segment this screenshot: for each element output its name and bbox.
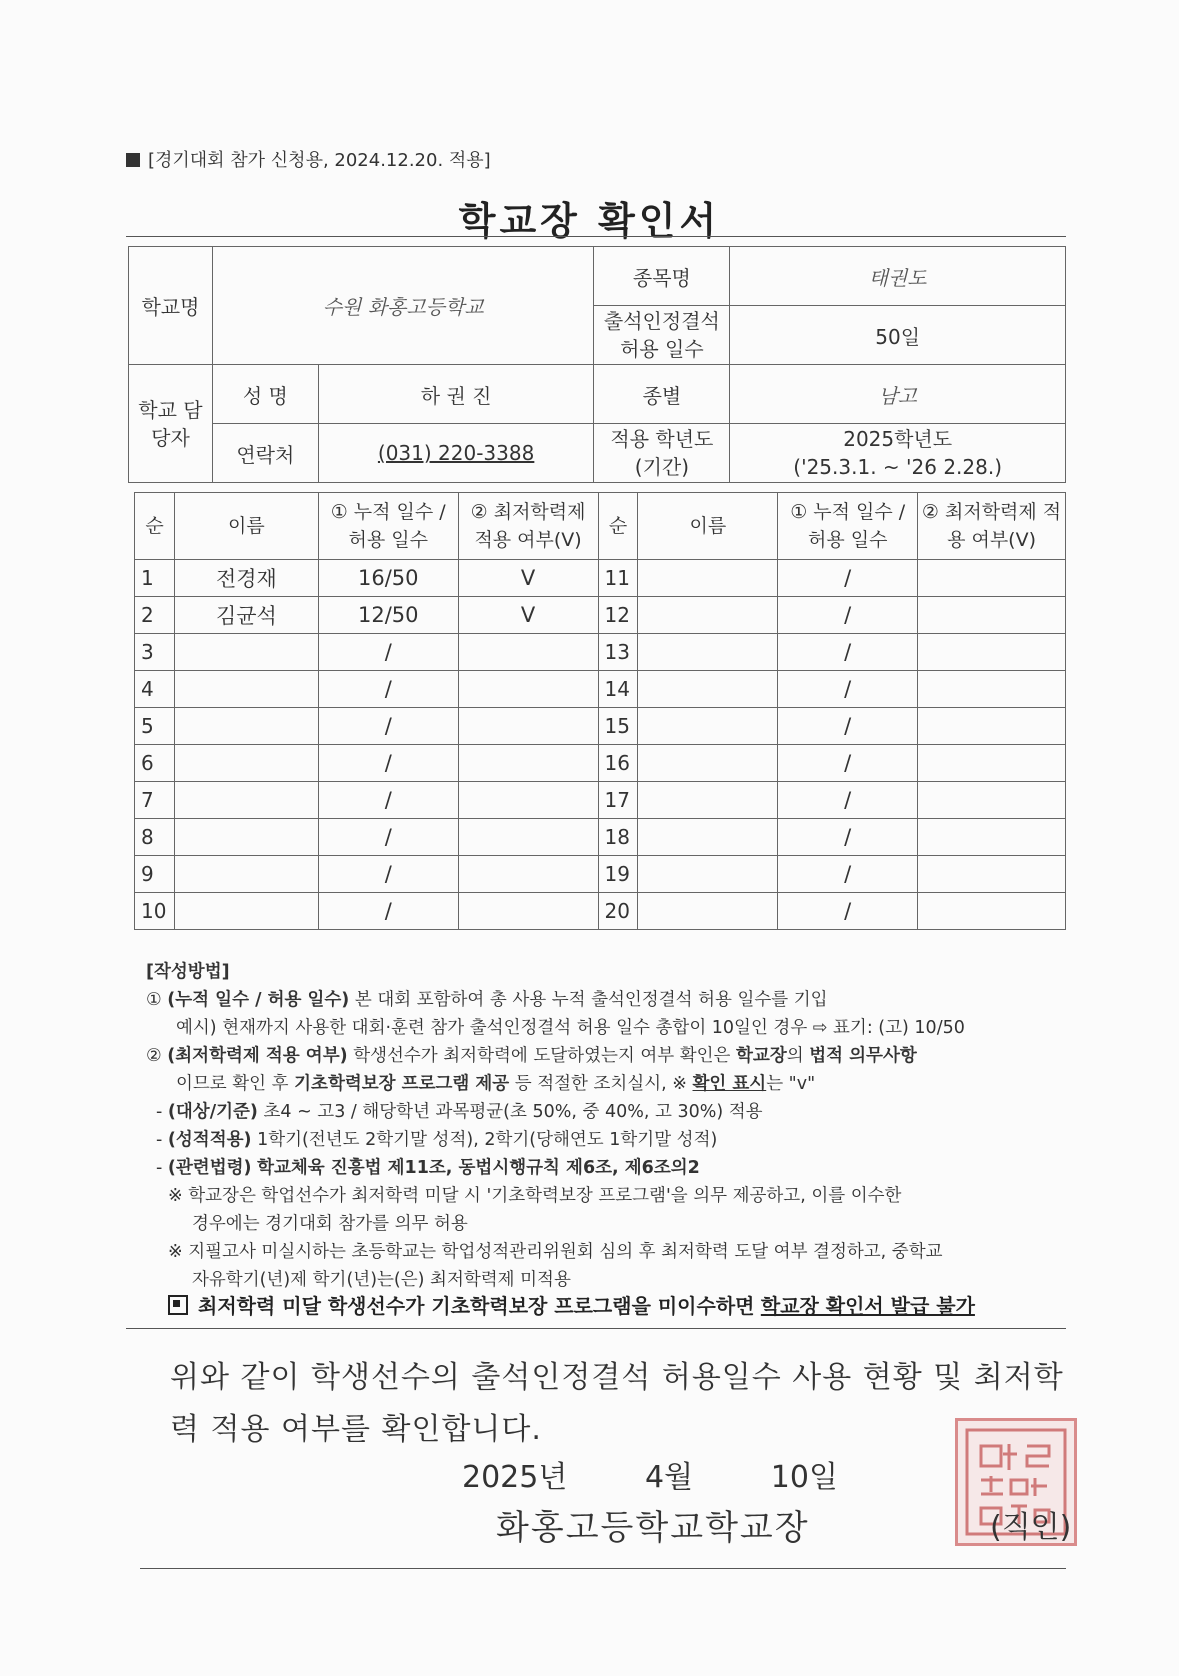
- athlete-name: [638, 597, 778, 634]
- row-number: 15: [598, 708, 638, 745]
- athlete-name: [174, 634, 318, 671]
- row-number: 2: [135, 597, 175, 634]
- row-number: 4: [135, 671, 175, 708]
- athlete-name: [174, 819, 318, 856]
- contact-value: (031) 220-3388: [318, 424, 594, 483]
- info-table: [128, 246, 1066, 483]
- row-number: 17: [598, 782, 638, 819]
- athlete-name: 김균석: [174, 597, 318, 634]
- staff-label: 학교 담당자: [129, 365, 213, 483]
- min-standard-check: [458, 893, 598, 930]
- accumulated-days: /: [778, 782, 918, 819]
- accumulated-days: /: [778, 893, 918, 930]
- row-number: 6: [135, 745, 175, 782]
- row-number: 3: [135, 634, 175, 671]
- min-standard-check: [918, 560, 1066, 597]
- header-name-right: 이름: [638, 493, 778, 560]
- sport-label: 종목명: [594, 247, 730, 306]
- athlete-name: [174, 708, 318, 745]
- header-no-right: 순: [598, 493, 638, 560]
- athlete-name: [174, 856, 318, 893]
- athlete-name: [638, 782, 778, 819]
- accumulated-days: /: [318, 708, 458, 745]
- athlete-name: [174, 745, 318, 782]
- accumulated-days: 16/50: [318, 560, 458, 597]
- row-number: 18: [598, 819, 638, 856]
- accumulated-days: /: [778, 597, 918, 634]
- athlete-name: [638, 634, 778, 671]
- year-value: 2025학년도 ('25.3.1. ~ '26 2.28.): [730, 424, 1066, 483]
- min-standard-check: V: [458, 560, 598, 597]
- athlete-name: [638, 560, 778, 597]
- row-number: 11: [598, 560, 638, 597]
- athlete-name: [638, 819, 778, 856]
- accumulated-days: /: [778, 560, 918, 597]
- athlete-name: 전경재: [174, 560, 318, 597]
- table-row: [135, 819, 1066, 856]
- table-row: [135, 893, 1066, 930]
- middle-divider: [126, 1328, 1066, 1329]
- row-number: 12: [598, 597, 638, 634]
- athlete-name: [174, 782, 318, 819]
- notes-heading: [작성방법]: [146, 962, 230, 982]
- school-value: 수원 화홍고등학교: [212, 247, 594, 365]
- min-standard-check: [458, 671, 598, 708]
- accumulated-days: /: [318, 671, 458, 708]
- header-min-right: ② 최저학력제 적용 여부(V): [918, 493, 1066, 560]
- accumulated-days: /: [778, 671, 918, 708]
- row-number: 19: [598, 856, 638, 893]
- header-note: [경기대회 참가 신청용, 2024.12.20. 적용]: [126, 146, 491, 172]
- allowed-days-value: 50일: [730, 306, 1066, 365]
- row-number: 1: [135, 560, 175, 597]
- school-label: 학교명: [129, 247, 213, 365]
- confirmation-statement: 위와 같이 학생선수의 출석인정결석 허용일수 사용 현황 및 최저학력 적용 여부를 확인합니다.: [170, 1360, 1064, 1447]
- sport-value: 태권도: [730, 247, 1066, 306]
- min-standard-check: [458, 856, 598, 893]
- athlete-name: [638, 745, 778, 782]
- athlete-name: [638, 671, 778, 708]
- accumulated-days: /: [318, 856, 458, 893]
- athlete-table: [134, 492, 1066, 930]
- document-title: 학교장 확인서: [458, 199, 721, 243]
- table-row: [135, 671, 1066, 708]
- row-number: 20: [598, 893, 638, 930]
- accumulated-days: /: [778, 856, 918, 893]
- athlete-name: [638, 893, 778, 930]
- header-name-left: 이름: [174, 493, 318, 560]
- min-standard-check: [918, 782, 1066, 819]
- min-standard-check: [458, 708, 598, 745]
- table-row: [135, 782, 1066, 819]
- min-standard-check: [918, 634, 1066, 671]
- row-number: 7: [135, 782, 175, 819]
- accumulated-days: /: [778, 634, 918, 671]
- header-days-right: ① 누적 일수 / 허용 일수: [778, 493, 918, 560]
- min-standard-check: [918, 893, 1066, 930]
- allowed-days-label: 출석인정결석 허용 일수: [594, 306, 730, 365]
- accumulated-days: /: [318, 782, 458, 819]
- header-days-left: ① 누적 일수 / 허용 일수: [318, 493, 458, 560]
- top-divider: [126, 236, 1066, 237]
- year-label: 적용 학년도 (기간): [594, 424, 730, 483]
- accumulated-days: /: [778, 819, 918, 856]
- signature-date: 2025년 4월 10일: [462, 1460, 838, 1495]
- row-number: 9: [135, 856, 175, 893]
- warning-note: 최저학력 미달 학생선수가 기초학력보장 프로그램을 미이수하면 학교장 확인서 발급 불가: [168, 1290, 975, 1319]
- accumulated-days: 12/50: [318, 597, 458, 634]
- min-standard-check: [458, 782, 598, 819]
- table-row: [135, 745, 1066, 782]
- row-number: 10: [135, 893, 175, 930]
- athlete-rows: [135, 560, 1066, 930]
- accumulated-days: /: [318, 745, 458, 782]
- gender-label: 종별: [594, 365, 730, 424]
- accumulated-days: /: [318, 893, 458, 930]
- min-standard-check: [458, 819, 598, 856]
- gender-value: 남고: [730, 365, 1066, 424]
- name-value: 하 권 진: [318, 365, 594, 424]
- athlete-name: [174, 671, 318, 708]
- min-standard-check: [458, 745, 598, 782]
- accumulated-days: /: [318, 634, 458, 671]
- table-row: [135, 856, 1066, 893]
- instructions: [작성방법] ① (누적 일수 / 허용 일수) 본 대회 포함하여 총 사용 누적 출석인정결석 허용 일수를 기입 예시) 현재까지 사용한 대회·훈련 참가 출석인정결석 허용 일수 총합이 10일인 경우 ⇨ 표기: (고) 10/50 ② (최저학력제 적용 여부) 학생선수가 최저학력에 도달하였는지 여부 확인은 학교장의 법적 의무사항 이므로 확인 후 기초학력보장 프로그램 제공 등 적절한 조치실시, ※ 확인 표시는 "v" - (대상/기준) 초4 ~ 고3 / 해당학년 과목평균(초 50%, 중 40%, 고 30%) 적용 - (성적적용) 1학기(전년도 2학기말 성적), 2학기(당해연도 1학기말 성적) - (관련법령) 학교체육 진흥법 제11조, 동법시행규칙 제6조, 제6조의2 ※ 학교장은 학업선수가 최저학력 미달 시 '기초학력보장 프로그램'을 의무 제공하고, 이를 이수한 경우에는 경기대회 참가를 의무 허용 ※ 지필고사 미실시하는 초등학교는 학업성적관리위원회 심의 후 최저학력 도달 여부 결정하고, 중학교 자유학기(년)제 학기(년)는(은) 최저학력제 미적용: [146, 958, 1076, 1294]
- athlete-name: [638, 708, 778, 745]
- min-standard-check: [918, 597, 1066, 634]
- min-standard-check: [918, 856, 1066, 893]
- table-row: [135, 634, 1066, 671]
- contact-label: 연락처: [212, 424, 318, 483]
- min-standard-check: V: [458, 597, 598, 634]
- bottom-divider: [140, 1568, 1066, 1569]
- table-row: [135, 560, 1066, 597]
- accumulated-days: /: [318, 819, 458, 856]
- note-1-example: 예시) 현재까지 사용한 대회·훈련 참가 출석인정결석 허용 일수 총합이 10일인 경우 ⇨ 표기: (고) 10/50: [176, 1018, 965, 1038]
- row-number: 14: [598, 671, 638, 708]
- table-row: [135, 597, 1066, 634]
- name-label: 성 명: [212, 365, 318, 424]
- row-number: 5: [135, 708, 175, 745]
- checkbox-bullet-icon: [168, 1295, 188, 1315]
- accumulated-days: /: [778, 708, 918, 745]
- accumulated-days: /: [778, 745, 918, 782]
- min-standard-check: [918, 745, 1066, 782]
- table-row: [135, 708, 1066, 745]
- row-number: 16: [598, 745, 638, 782]
- min-standard-check: [918, 708, 1066, 745]
- square-bullet-icon: [126, 153, 140, 167]
- min-standard-check: [458, 634, 598, 671]
- header-no-left: 순: [135, 493, 175, 560]
- athlete-name: [638, 856, 778, 893]
- signer-name: 화홍고등학교학교장: [496, 1508, 810, 1548]
- athlete-name: [174, 893, 318, 930]
- min-standard-check: [918, 671, 1066, 708]
- header-min-left: ② 최저학력제 적용 여부(V): [458, 493, 598, 560]
- row-number: 8: [135, 819, 175, 856]
- seal-label: (직인): [990, 1510, 1072, 1545]
- row-number: 13: [598, 634, 638, 671]
- min-standard-check: [918, 819, 1066, 856]
